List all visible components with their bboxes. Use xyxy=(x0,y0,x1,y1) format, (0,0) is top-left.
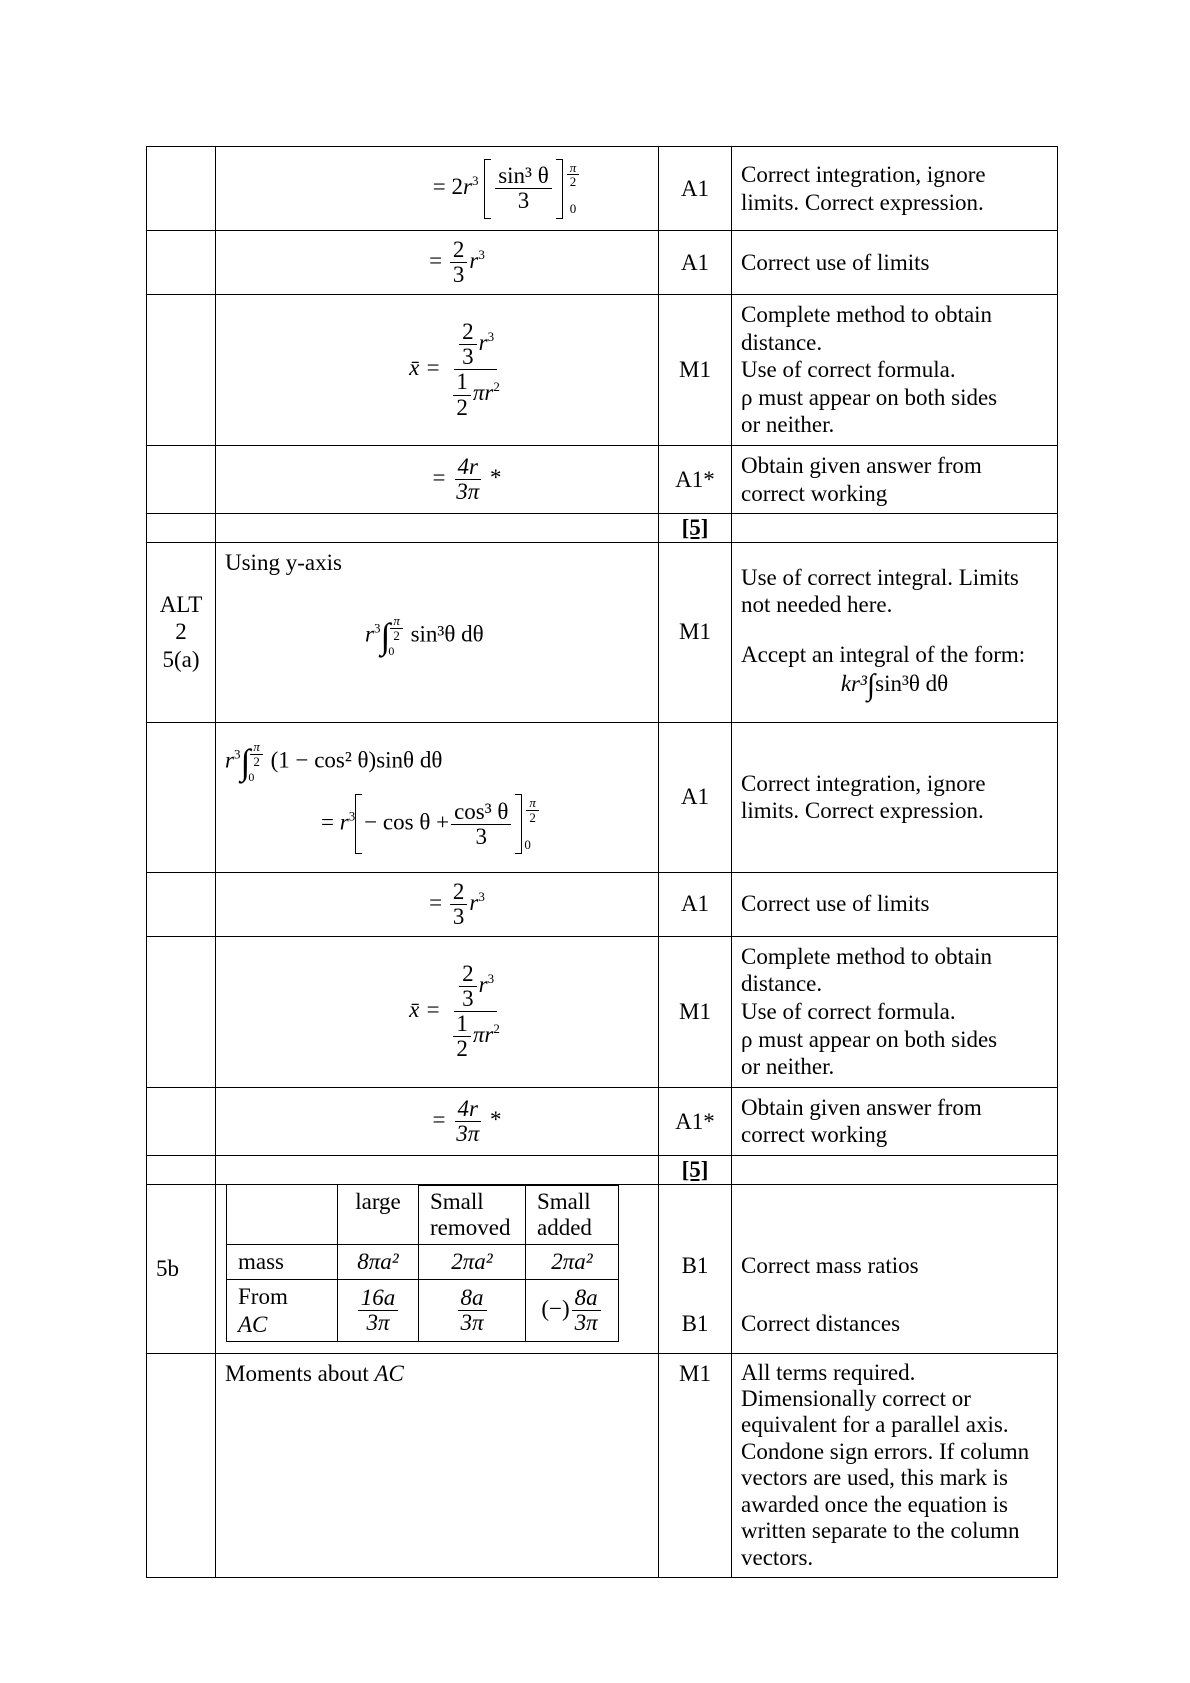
header-small-removed: Small removed xyxy=(419,1185,526,1245)
table-row xyxy=(147,147,1058,231)
mark-cell: A1* xyxy=(659,1087,732,1155)
mark-cell: M1 xyxy=(659,1353,732,1578)
expression: = $\frac{4r}{3\pi}$ * xyxy=(432,453,502,505)
mass-value: 8πa² xyxy=(338,1245,419,1280)
question-cell xyxy=(147,1087,216,1155)
question-cell xyxy=(147,514,216,543)
working-cell xyxy=(216,542,659,722)
table-row xyxy=(227,1279,619,1341)
mark-cell: A1* xyxy=(659,445,732,513)
comment-cell: All terms required. Dimensionally correct or equivalent for a parallel axis. Condone sign errors. If column vectors are used, this mark is awarded once the equation is written separate to the column vectors. xyxy=(732,1353,1058,1578)
table-row xyxy=(147,514,1058,543)
table-row xyxy=(147,1155,1058,1184)
question-cell: 5b xyxy=(147,1184,216,1353)
working-heading: Moments about AC xyxy=(225,1360,404,1386)
working-cell xyxy=(216,231,659,295)
table-row xyxy=(227,1245,619,1280)
working-heading: Using y-axis xyxy=(225,549,342,575)
expression: = $\frac{4r}{3\pi}$ * xyxy=(432,1095,502,1146)
distance-value: $\frac{8a}{3\pi}$ xyxy=(419,1279,526,1341)
table-row xyxy=(147,231,1058,295)
working-cell xyxy=(216,1184,659,1353)
working-cell xyxy=(216,936,659,1087)
distance-value: (−) $\frac{8a}{3\pi}$ xyxy=(526,1279,619,1341)
working-cell xyxy=(216,1155,659,1184)
working-cell xyxy=(216,1087,659,1155)
mark-cell: A1 xyxy=(659,872,732,936)
expression: = $2r^3$ $\frac{\text{sin³ θ}}{3}$ $\frac{\pi}{2}$ 0 xyxy=(433,174,581,199)
comment-cell: Correct use of limits xyxy=(732,231,1058,295)
table-row xyxy=(147,542,1058,722)
mass-value: 2πa² xyxy=(419,1245,526,1280)
table-row xyxy=(147,872,1058,936)
table-row xyxy=(147,936,1058,1087)
question-cell xyxy=(147,295,216,446)
mark-scheme-table xyxy=(146,146,1058,1578)
working-cell xyxy=(216,1353,659,1578)
working-cell xyxy=(216,147,659,231)
expression: = $\frac{2}{3}$ $r^3$ xyxy=(429,236,485,287)
mark-cell: A1 xyxy=(659,147,732,231)
question-cell xyxy=(147,445,216,513)
expression: x̄ = $\frac{2}{3}$ $r^3$ $\frac{1}{2}$ $\pi r^2$ xyxy=(409,319,500,420)
header-small-added: Small added xyxy=(526,1185,619,1245)
comment-cell: Use of correct integral. Limits not needed here. Accept an integral of the form: kr³∫sin³θ dθ xyxy=(732,542,1058,722)
header-large: large xyxy=(338,1185,419,1245)
total-marks: [5] xyxy=(659,514,732,543)
comment-cell: Complete method to obtain distance. Use of correct formula. ρ must appear on both sides or neither. xyxy=(732,295,1058,446)
table-row xyxy=(147,1184,1058,1353)
comment-cell: Correct use of limits xyxy=(732,872,1058,936)
working-cell xyxy=(216,514,659,543)
mark-cell: A1 xyxy=(659,722,732,872)
table-row xyxy=(147,1353,1058,1578)
question-cell xyxy=(147,1155,216,1184)
mark-cell: M1 xyxy=(659,542,732,722)
working-cell xyxy=(216,445,659,513)
expression: = $\frac{2}{3}$ $r^3$ xyxy=(429,878,485,929)
comment-cell: Obtain given answer from correct working xyxy=(732,445,1058,513)
distance-value: $\frac{16a}{3\pi}$ xyxy=(338,1279,419,1341)
mark-cell: B1 B1 xyxy=(659,1184,732,1353)
mark-cell: M1 xyxy=(659,295,732,446)
expression: $r^3\int$ $\frac{\pi}{2}$ 0 (1 − cos² θ)sinθ dθ xyxy=(225,739,443,784)
comment-cell: Obtain given answer from correct working xyxy=(732,1087,1058,1155)
mark-cell: A1 xyxy=(659,231,732,295)
expression: $r^3\int$ $\frac{\pi}{2}$ 0 sin³θ dθ xyxy=(365,613,484,658)
comment-cell: Complete method to obtain distance. Use of correct formula. ρ must appear on both sides or neither. xyxy=(732,936,1058,1087)
question-cell: ALT 2 5(a) xyxy=(147,542,216,722)
table-row xyxy=(147,1087,1058,1155)
working-cell xyxy=(216,295,659,446)
comment-cell: Correct integration, ignore limits. Correct expression. xyxy=(732,722,1058,872)
expression: x̄ = $\frac{2}{3}$ $r^3$ $\frac{1}{2}$ $\pi r^2$ xyxy=(409,960,500,1062)
question-cell xyxy=(147,147,216,231)
row-label-from: From AC xyxy=(227,1279,338,1341)
total-marks: [5] xyxy=(659,1155,732,1184)
mark-cell: M1 xyxy=(659,936,732,1087)
question-cell xyxy=(147,936,216,1087)
question-cell xyxy=(147,1353,216,1578)
mass-value: 2πa² xyxy=(526,1245,619,1280)
expression: = $r^3 - \cos \theta$ + $\frac{\text{cos³ θ}}{3}$ $\frac{\pi}{2}$ 0 xyxy=(225,794,649,854)
comment-cell xyxy=(732,514,1058,543)
working-cell xyxy=(216,872,659,936)
integral-form: kr³∫sin³θ dθ xyxy=(840,669,949,702)
comment-cell xyxy=(732,1155,1058,1184)
comment-cell: Correct mass ratios Correct distances xyxy=(732,1184,1058,1353)
question-cell xyxy=(147,231,216,295)
table-row xyxy=(227,1185,619,1245)
mass-distance-table xyxy=(226,1185,619,1343)
table-row xyxy=(147,722,1058,872)
comment-cell: Correct integration, ignore limits. Correct expression. xyxy=(732,147,1058,231)
working-cell xyxy=(216,722,659,872)
table-row xyxy=(147,295,1058,446)
row-label-mass: mass xyxy=(227,1245,338,1280)
question-cell xyxy=(147,722,216,872)
question-cell xyxy=(147,872,216,936)
table-row xyxy=(147,445,1058,513)
